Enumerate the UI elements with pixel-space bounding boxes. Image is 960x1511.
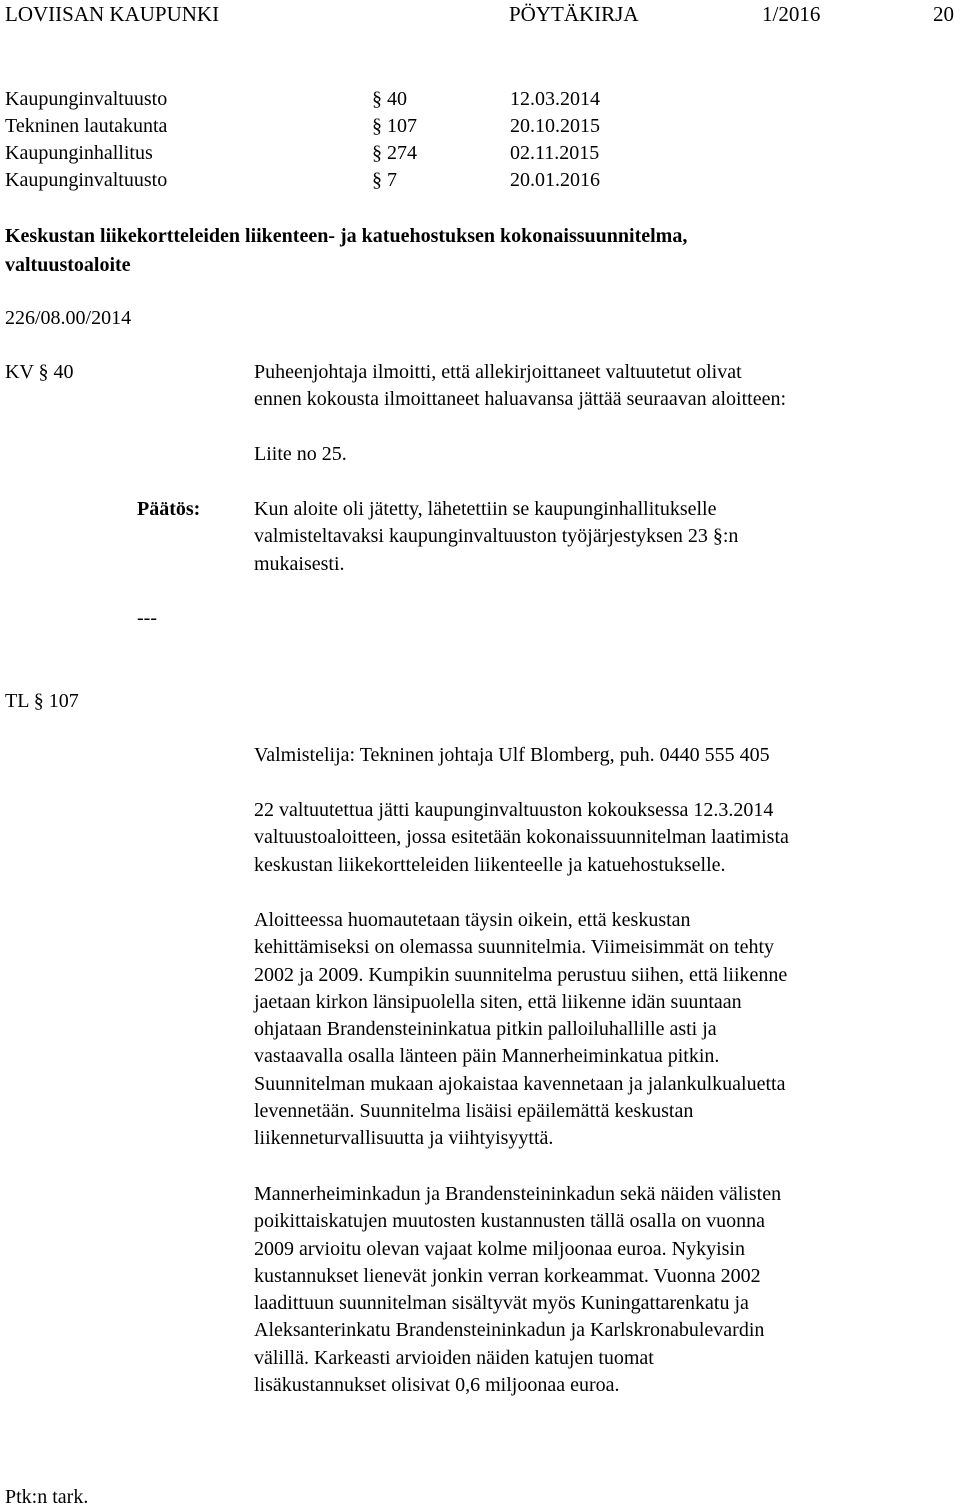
history-date: 02.11.2015	[510, 142, 600, 164]
header-page-number: 20	[933, 2, 954, 26]
history-body: Kaupunginvaltuusto	[5, 88, 168, 110]
text-line: Kun aloite oli jätetty, lähetettiin se kaupunginhallitukselle	[254, 498, 717, 520]
tl-section-label: TL § 107	[5, 690, 79, 712]
text-line: mukaisesti.	[254, 552, 345, 575]
text-line: Suunnitelman mukaan ajokaistaa kavennetaan ja jalankulkualuetta	[254, 1072, 786, 1095]
tl-paragraph-1	[254, 797, 789, 879]
history-body: Kaupunginvaltuusto	[5, 169, 168, 191]
text-line: Mannerheiminkadun ja Brandensteininkadun sekä näiden välisten	[254, 1183, 782, 1205]
history-date: 12.03.2014	[510, 88, 600, 110]
header-issue: 1/2016	[762, 2, 821, 26]
history-section: § 274	[372, 142, 417, 164]
text-line: laadittuun suunnitelman sisältyvät myös Kuningattarenkatu ja	[254, 1292, 749, 1315]
decision-label: Päätös:	[137, 498, 201, 520]
text-line: 2002 ja 2009. Kumpikin suunnitelma perustuu siihen, että liikenne	[254, 963, 788, 986]
header-document-type: PÖYTÄKIRJA	[509, 2, 639, 26]
history-date: 20.01.2016	[510, 169, 600, 191]
text-line: Aleksanterinkatu Brandensteininkadun ja Karlskronabulevardin	[254, 1319, 765, 1342]
tl-paragraph-3	[254, 1181, 781, 1399]
text-line: 22 valtuutettua jätti kaupunginvaltuuston kokouksessa 12.3.2014	[254, 799, 774, 821]
text-line: kehittämiseksi on olemassa suunnitelmia. Viimeisimmät on tehty	[254, 936, 775, 959]
history-date: 20.10.2015	[510, 115, 600, 137]
attachment-reference: Liite no 25.	[254, 443, 347, 465]
preparer-line: Valmistelija: Tekninen johtaja Ulf Blomberg, puh. 0440 555 405	[254, 744, 770, 766]
kv-section-label: KV § 40	[5, 361, 74, 383]
text-line: jaetaan kirkon länsipuolella siten, että liikenne idän suuntaan	[254, 990, 742, 1013]
text-line: ohjataan Brandensteininkatua pitkin palloiluhallille asti ja	[254, 1018, 717, 1041]
decision-text	[254, 496, 738, 578]
text-line: välillä. Karkeasti arvioiden näiden katujen tuomat	[254, 1346, 654, 1369]
history-section: § 107	[372, 115, 417, 137]
text-line: Puheenjohtaja ilmoitti, että allekirjoittaneet valtuutetut olivat	[254, 361, 742, 383]
text-line: ennen kokousta ilmoittaneet haluavansa jättää seuraavan aloitteen:	[254, 388, 787, 411]
footer-inspector-note: Ptk:n tark.	[5, 1486, 89, 1508]
header-city: LOVIISAN KAUPUNKI	[5, 2, 220, 26]
text-line: poikittaiskatujen muutosten kustannusten tällä osalla on vuonna	[254, 1210, 766, 1233]
kv-intro	[254, 359, 786, 414]
text-line: valmisteltavaksi kaupunginvaltuuston työjärjestyksen 23 §:n	[254, 525, 739, 548]
text-line: valtuustoaloitteen, jossa esitetään kokonaissuunnitelman laatimista	[254, 826, 789, 849]
history-body: Kaupunginhallitus	[5, 142, 153, 164]
text-line: keskustan liikekortteleiden liikenteelle ja katuehostukselle.	[254, 853, 726, 876]
text-line: lisäkustannukset olisivat 0,6 miljoonaa euroa.	[254, 1374, 620, 1397]
text-line: levennetään. Suunnitelma lisäisi epäilemättä keskustan	[254, 1100, 694, 1123]
history-section: § 7	[372, 169, 397, 191]
text-line: vastaavalla osalla länteen päin Mannerheiminkatua pitkin.	[254, 1045, 720, 1068]
text-line: liikenneturvallisuutta ja viihtyisyyttä.	[254, 1127, 554, 1150]
reference-number: 226/08.00/2014	[5, 307, 132, 329]
history-section: § 40	[372, 88, 407, 110]
tl-paragraph-2	[254, 907, 787, 1153]
history-body: Tekninen lautakunta	[5, 115, 168, 137]
text-line: Aloitteessa huomautetaan täysin oikein, että keskustan	[254, 909, 691, 931]
text-line: kustannukset lienevät jonkin verran korkeammat. Vuonna 2002	[254, 1264, 761, 1287]
section-separator: ---	[137, 607, 157, 629]
document-title-continued: valtuustoaloite	[5, 254, 131, 276]
document-title: Keskustan liikekortteleiden liikenteen- ja katuehostuksen kokonaissuunnitelma,	[5, 225, 688, 247]
text-line: 2009 arvioitu olevan vajaat kolme miljoonaa euroa. Nykyisin	[254, 1237, 745, 1260]
